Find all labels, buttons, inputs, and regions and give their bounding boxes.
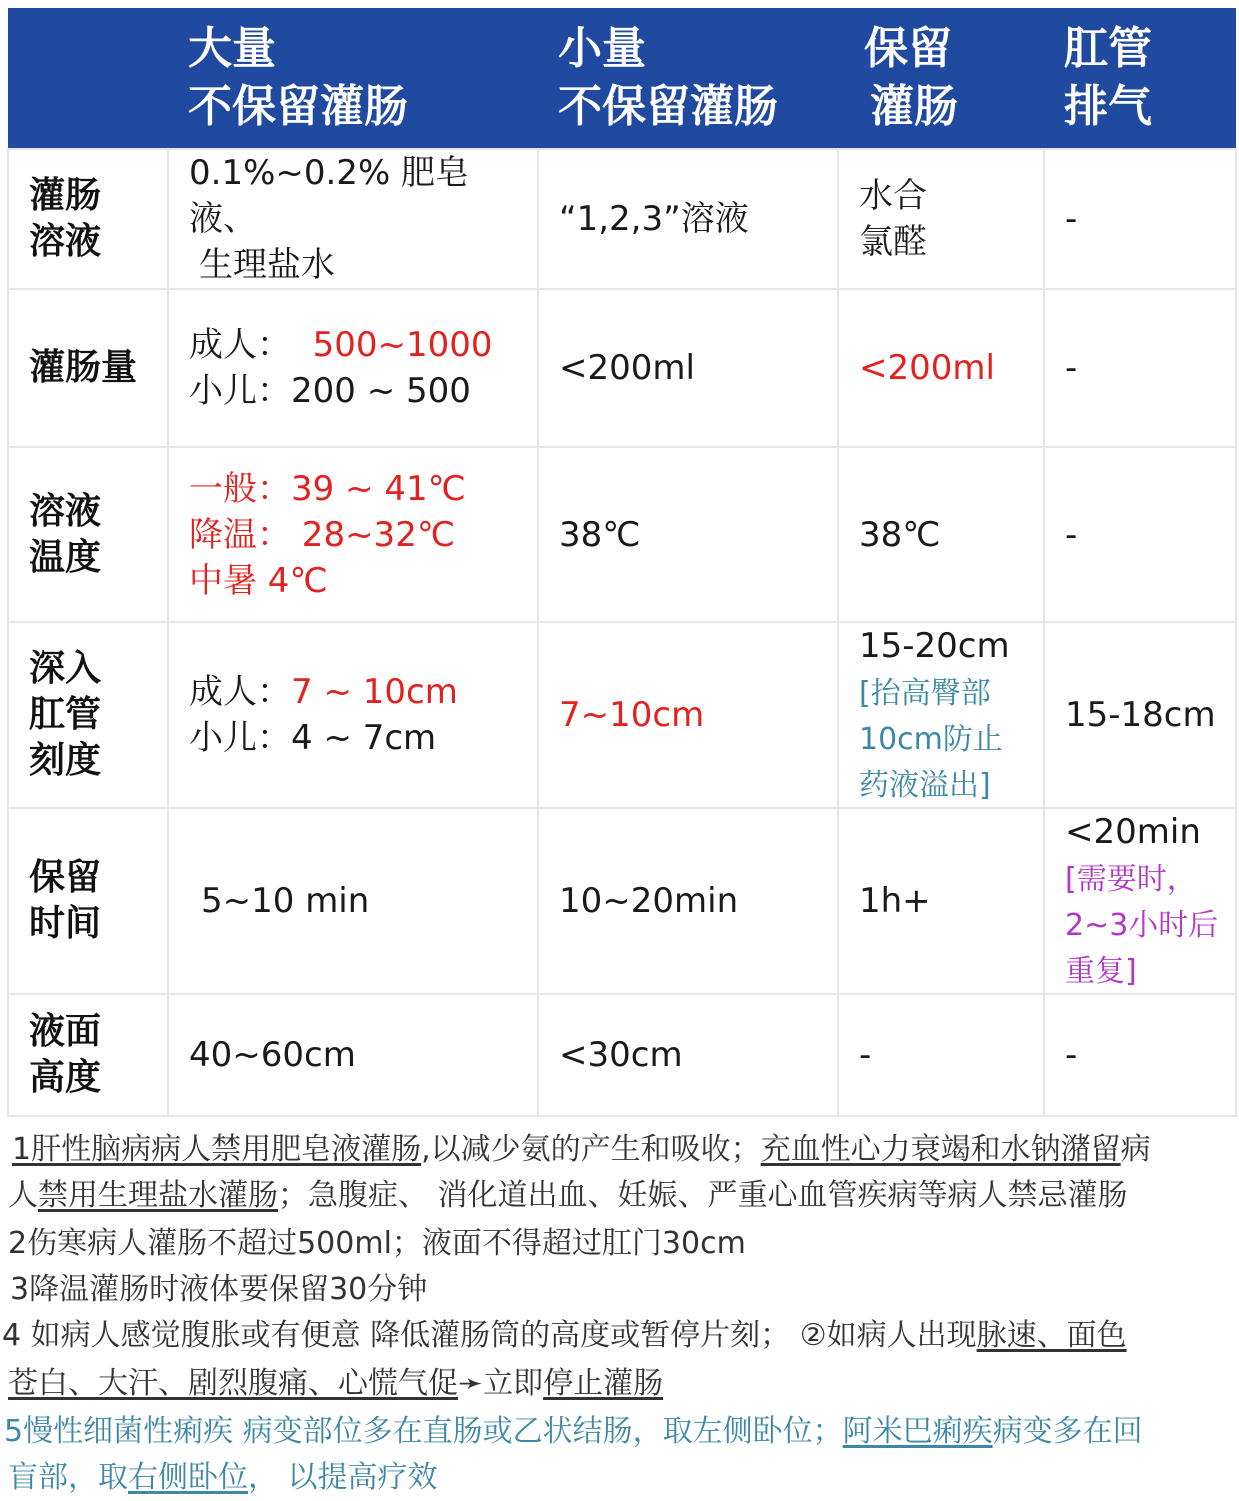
table-cell: 成人： 500~1000 小儿：200 ~ 500 (168, 289, 538, 447)
table-cell: 成人：7 ~ 10cm 小儿：4 ~ 7cm (168, 622, 538, 808)
table-cell: 1h+ (838, 808, 1044, 994)
table-cell: - (1044, 149, 1236, 289)
header-flatus (1044, 8, 1236, 149)
table-cell: - (838, 994, 1044, 1116)
header-text: 小量 (558, 23, 646, 74)
header-text: 排气 (1064, 81, 1152, 132)
table-cell: <20min [需要时， 2~3小时后 重复] (1044, 808, 1236, 994)
table-cell: 38℃ (538, 447, 838, 622)
table-cell: - (1044, 994, 1236, 1116)
header-text: 灌肠 (870, 81, 958, 132)
table-cell: 0.1%~0.2% 肥皂液、 生理盐水 (168, 149, 538, 289)
header-text: 大量 (188, 23, 276, 74)
header-large-volume (168, 8, 538, 149)
table-cell: 38℃ (838, 447, 1044, 622)
row-label: 灌肠量 (8, 289, 168, 447)
header-corner (8, 8, 168, 149)
row-label: 液面 高度 (8, 994, 168, 1116)
row-label: 溶液 温度 (8, 447, 168, 622)
table-row (8, 622, 1236, 808)
table-row (8, 994, 1236, 1116)
table-cell: 15-18cm (1044, 622, 1236, 808)
row-label: 保留 时间 (8, 808, 168, 994)
table-row (8, 149, 1236, 289)
row-label: 灌肠 溶液 (8, 149, 168, 289)
note-5-line-2: 盲部，取右侧卧位， 以提高疗效 (8, 1460, 438, 1495)
row-label: 深入 肛管 刻度 (8, 622, 168, 808)
note-4-line-2: 苍白、大汗、剧烈腹痛、心慌气促➛立即停止灌肠 (8, 1366, 664, 1401)
header-retention (838, 8, 1044, 149)
note-3: 3降温灌肠时液体要保留30分钟 (10, 1272, 428, 1307)
table-cell: - (1044, 289, 1236, 447)
table-cell: - (1044, 447, 1236, 622)
table-cell: 7~10cm (538, 622, 838, 808)
header-text: 肛管 (1064, 23, 1152, 74)
table-cell: <200ml (838, 289, 1044, 447)
table-cell: 5~10 min (168, 808, 538, 994)
note-1-line-1: 1肝性脑病病人禁用肥皂液灌肠,以减少氨的产生和吸收；充血性心力衰竭和水钠潴留病 (12, 1132, 1151, 1167)
note-5-line-1: 5慢性细菌性痢疾 病变部位多在直肠或乙状结肠，取左侧卧位；阿米巴痢疾病变多在回 (4, 1414, 1143, 1449)
header-text: 不保留灌肠 (188, 81, 408, 132)
table-row (8, 808, 1236, 994)
table-cell: <200ml (538, 289, 838, 447)
table-header-row (8, 8, 1236, 149)
table-cell: 15-20cm [抬高臀部 10cm防止 药液溢出] (838, 622, 1044, 808)
table-cell: 水合 氯醛 (838, 149, 1044, 289)
enema-comparison-table (7, 8, 1237, 1117)
note-4-line-1: 4 如病人感觉腹胀或有便意 降低灌肠筒的高度或暂停片刻； ②如病人出现脉速、面色 (2, 1318, 1127, 1353)
header-small-volume (538, 8, 838, 149)
table-cell: “1,2,3”溶液 (538, 149, 838, 289)
header-text: 保留 (864, 23, 952, 74)
table-row (8, 447, 1236, 622)
table-cell: 40~60cm (168, 994, 538, 1116)
table-cell: 10~20min (538, 808, 838, 994)
table-cell: <30cm (538, 994, 838, 1116)
table-cell: 一般：39 ~ 41℃ 降温： 28~32℃ 中暑 4℃ (168, 447, 538, 622)
header-text: 不保留灌肠 (558, 81, 778, 132)
note-2: 2伤寒病人灌肠不超过500ml；液面不得超过肛门30cm (8, 1226, 746, 1261)
table-row (8, 289, 1236, 447)
note-1-line-2: 人禁用生理盐水灌肠；急腹症、 消化道出血、妊娠、严重心血管疾病等病人禁忌灌肠 (8, 1178, 1128, 1213)
